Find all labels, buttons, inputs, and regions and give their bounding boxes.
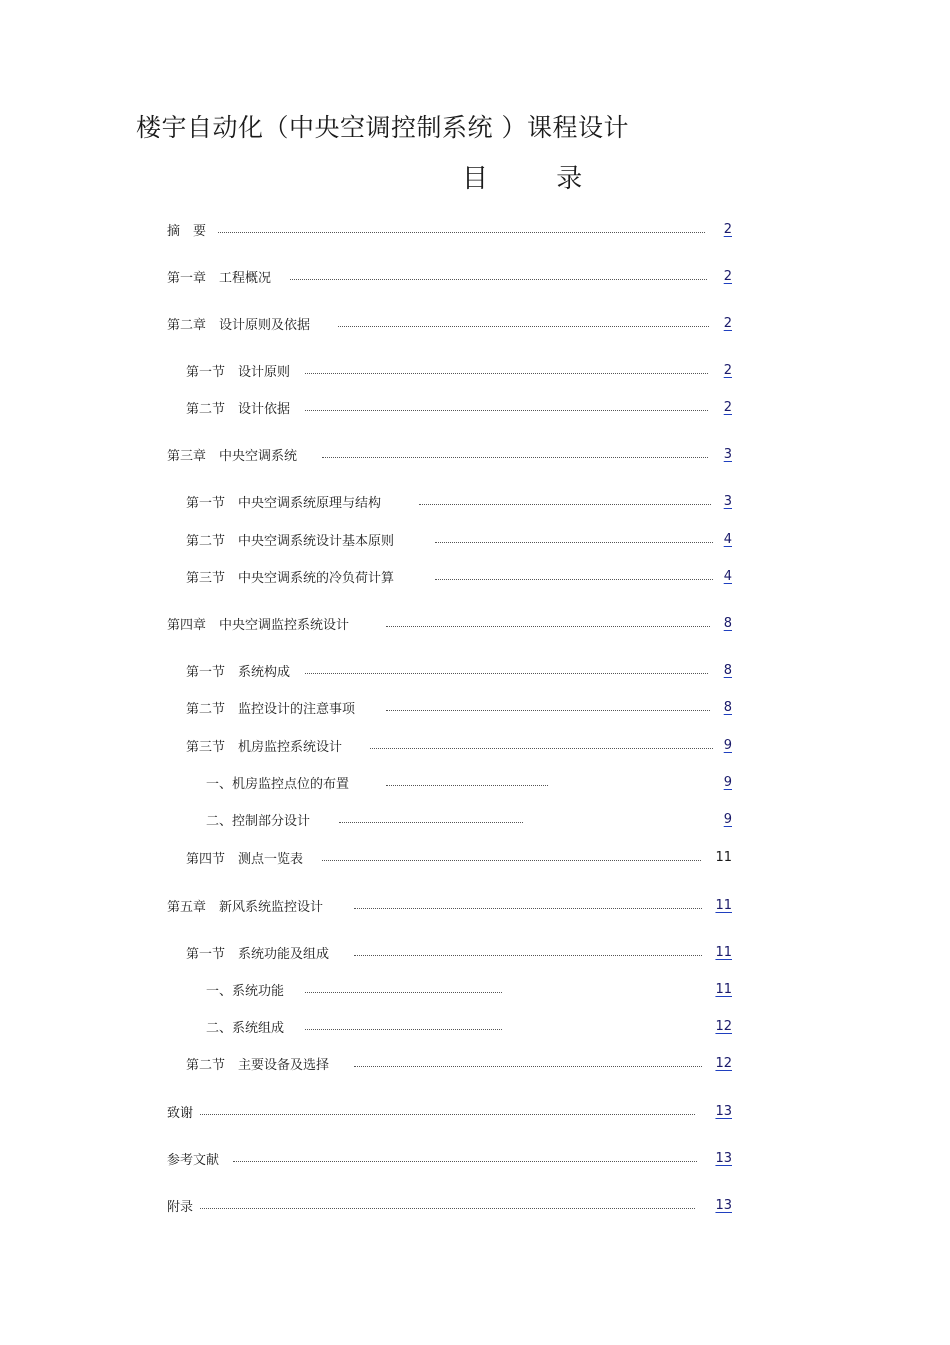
toc-dot-leader [354,955,702,956]
toc-entry[interactable] [206,809,732,829]
toc-entry[interactable] [167,444,732,464]
toc-entry-page[interactable]: 8 [723,662,732,678]
toc-entry-label: 致谢 [167,1105,194,1121]
toc-dot-leader [354,908,702,909]
toc-entry[interactable] [186,529,732,549]
toc-entry-page[interactable]: 13 [715,1197,732,1213]
toc-entry-page[interactable]: 13 [715,1150,732,1166]
toc-entry[interactable] [167,1101,732,1121]
toc-dot-leader [305,373,708,374]
toc-entry-label: 第二节 主要设备及选择 [186,1057,330,1073]
toc-entry-page[interactable]: 12 [715,1018,732,1034]
toc-entry[interactable] [186,491,732,511]
toc-heading: 目 录 [462,164,613,194]
toc-entry-label: 第二章 设计原则及依据 [167,317,311,333]
toc-dot-leader [386,710,710,711]
toc-entry-page[interactable]: 3 [723,446,732,462]
toc-entry-label: 第三节 机房监控系统设计 [186,739,343,755]
toc-entry-label: 第五章 新风系统监控设计 [167,899,324,915]
toc-entry-page[interactable]: 8 [723,699,732,715]
toc-entry[interactable] [167,895,732,915]
toc-entry[interactable] [206,979,732,999]
toc-entry-page[interactable]: 2 [723,362,732,378]
toc-entry[interactable] [186,942,732,962]
toc-dot-leader [218,232,705,233]
toc-entry-label: 第一节 系统构成 [186,664,291,680]
toc-dot-leader [322,457,708,458]
toc-dot-leader [370,748,713,749]
toc-dot-leader [305,1029,502,1030]
toc-entry[interactable] [206,772,732,792]
toc-entry-label: 第一章 工程概况 [167,270,272,286]
toc-dot-leader [435,579,713,580]
toc-entry-page[interactable]: 9 [723,811,732,827]
toc-entry-label: 第四节 测点一览表 [186,851,304,867]
toc-entry-page[interactable]: 4 [723,568,732,584]
toc-entry-label: 第四章 中央空调监控系统设计 [167,617,350,633]
toc-entry[interactable] [186,566,732,586]
toc-entry[interactable] [186,847,732,867]
toc-entry[interactable] [167,613,732,633]
toc-entry-page[interactable]: 11 [715,981,732,997]
toc-entry-page[interactable]: 2 [723,268,732,284]
toc-entry-page[interactable]: 4 [723,531,732,547]
toc-entry[interactable] [186,697,732,717]
toc-entry[interactable] [167,219,732,239]
toc-entry-page[interactable]: 9 [723,774,732,790]
toc-entry-label: 第三节 中央空调系统的冷负荷计算 [186,570,395,586]
toc-entry[interactable] [167,1195,732,1215]
toc-entry-label: 第一节 系统功能及组成 [186,946,330,962]
toc-entry-page[interactable]: 2 [723,221,732,237]
toc-entry-page[interactable]: 8 [723,615,732,631]
toc-entry-label: 参考文献 [167,1152,220,1168]
toc-dot-leader [386,785,548,786]
toc-dot-leader [305,992,502,993]
document-title: 楼宇自动化（中央空调控制系统 ）课程设计 [136,113,629,142]
toc-dot-leader [233,1161,697,1162]
toc-entry-page[interactable]: 11 [715,944,732,960]
toc-dot-leader [354,1066,702,1067]
toc-entry-page[interactable]: 2 [723,315,732,331]
toc-entry-page[interactable]: 9 [723,737,732,753]
toc-entry[interactable] [186,660,732,680]
toc-dot-leader [419,504,711,505]
toc-entry-page: 11 [715,849,732,865]
toc-entry-page[interactable]: 13 [715,1103,732,1119]
toc-entry-page[interactable]: 2 [723,399,732,415]
toc-entry[interactable] [186,397,732,417]
toc-entry-page[interactable]: 12 [715,1055,732,1071]
toc-entry-label: 第一节 中央空调系统原理与结构 [186,495,382,511]
toc-dot-leader [386,626,710,627]
toc-entry[interactable] [186,735,732,755]
toc-entry-label: 第二节 监控设计的注意事项 [186,701,356,717]
toc-entry[interactable] [206,1016,732,1036]
toc-entry[interactable] [186,360,732,380]
toc-entry-label: 第二节 设计依据 [186,401,291,417]
toc-dot-leader [200,1114,695,1115]
toc-entry[interactable] [167,313,732,333]
toc-dot-leader [290,279,707,280]
toc-entry[interactable] [167,266,732,286]
toc-dot-leader [200,1208,695,1209]
toc-entry-page[interactable]: 3 [723,493,732,509]
toc-entry-label: 一、系统功能 [206,983,285,999]
toc-dot-leader [322,860,701,861]
toc-entry-label: 第三章 中央空调系统 [167,448,298,464]
toc-dot-leader [305,673,708,674]
toc-entry[interactable] [167,1148,732,1168]
toc-entry-label: 第一节 设计原则 [186,364,291,380]
toc-entry-page[interactable]: 11 [715,897,732,913]
toc-dot-leader [305,410,708,411]
toc-entry-label: 一、机房监控点位的布置 [206,776,350,792]
toc-dot-leader [435,542,713,543]
toc-entry-label: 附录 [167,1199,194,1215]
toc-dot-leader [339,822,523,823]
toc-entry-label: 第二节 中央空调系统设计基本原则 [186,533,395,549]
toc-entry-label: 二、系统组成 [206,1020,285,1036]
toc-entry[interactable] [186,1053,732,1073]
toc-entry-label: 摘 要 [167,223,207,239]
toc-entry-label: 二、控制部分设计 [206,813,311,829]
toc-dot-leader [338,326,709,327]
